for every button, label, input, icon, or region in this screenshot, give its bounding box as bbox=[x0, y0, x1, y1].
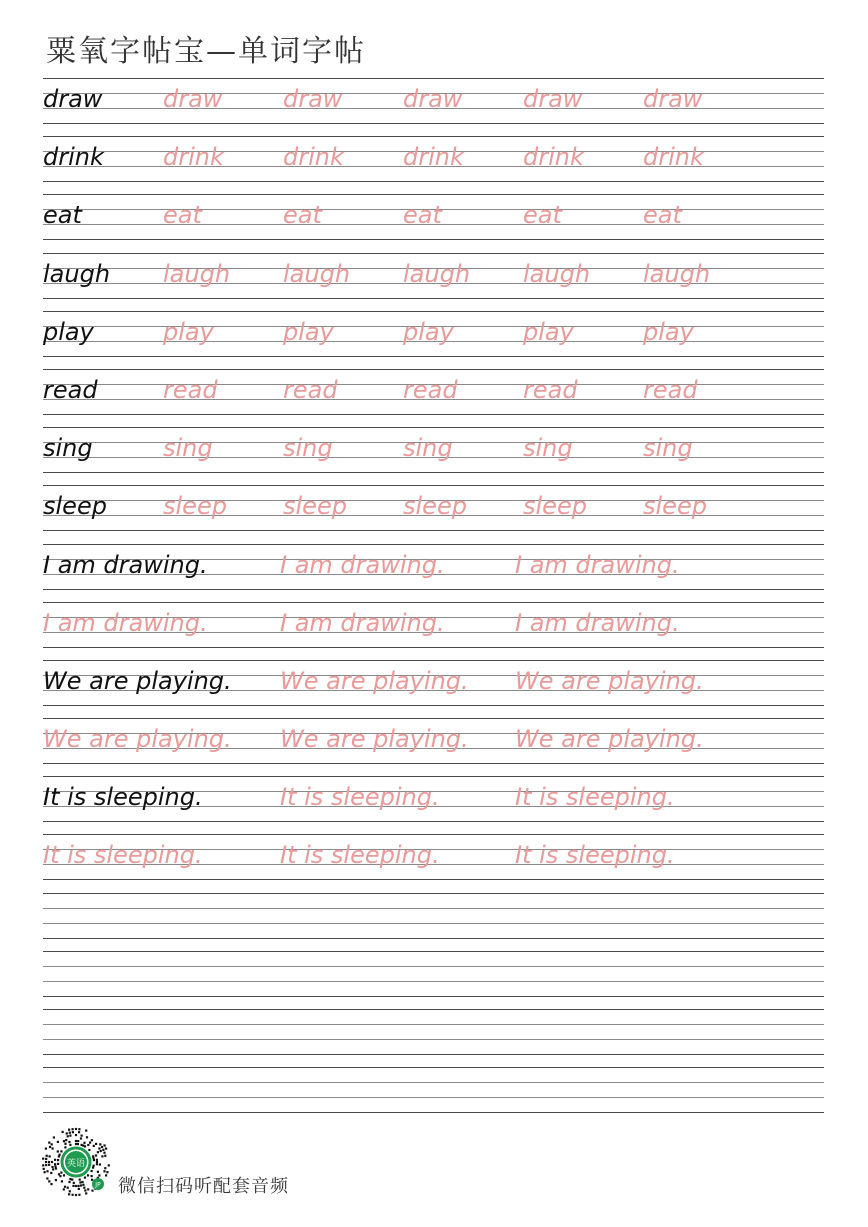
writing-sheet bbox=[43, 78, 824, 1125]
trace-word: I am drawing. bbox=[280, 608, 445, 637]
guide-line bbox=[43, 239, 824, 240]
writing-row bbox=[43, 776, 824, 834]
qr-corner-text: JP bbox=[95, 1181, 101, 1189]
guide-line bbox=[43, 78, 824, 79]
trace-word: laugh bbox=[403, 259, 471, 288]
trace-word: eat bbox=[643, 201, 682, 230]
model-word: eat bbox=[43, 201, 82, 230]
trace-word: play bbox=[163, 317, 214, 346]
qr-code-icon[interactable] bbox=[40, 1126, 112, 1198]
writing-row bbox=[43, 194, 824, 252]
guide-line bbox=[43, 311, 824, 312]
writing-row bbox=[43, 602, 824, 660]
trace-word: draw bbox=[643, 85, 703, 113]
trace-word: We are playing. bbox=[280, 666, 469, 695]
guide-line bbox=[43, 427, 824, 428]
guide-line bbox=[43, 763, 824, 764]
trace-word: draw bbox=[283, 85, 343, 113]
model-word: sing bbox=[43, 434, 93, 463]
trace-word: laugh bbox=[523, 259, 591, 288]
writing-row bbox=[43, 660, 824, 718]
trace-word: drink bbox=[643, 143, 704, 172]
writing-row bbox=[43, 311, 824, 369]
trace-word: sleep bbox=[523, 492, 587, 521]
trace-word: eat bbox=[403, 201, 442, 230]
trace-word: drink bbox=[403, 143, 464, 172]
trace-word: drink bbox=[283, 143, 344, 172]
trace-word: It is sleeping. bbox=[280, 783, 440, 812]
page-title: 粟氧字帖宝—单词字帖 bbox=[46, 34, 366, 69]
trace-word: eat bbox=[163, 201, 202, 230]
trace-word: sleep bbox=[283, 492, 347, 521]
trace-word: sing bbox=[643, 434, 693, 463]
guide-line bbox=[43, 879, 824, 880]
guide-line bbox=[43, 647, 824, 648]
guide-line bbox=[43, 194, 824, 195]
guide-line bbox=[43, 966, 824, 967]
trace-word: read bbox=[403, 375, 458, 404]
writing-row bbox=[43, 951, 824, 1009]
guide-line bbox=[43, 1039, 824, 1040]
model-word: We are playing. bbox=[43, 666, 232, 695]
guide-line bbox=[43, 834, 824, 835]
audio-note: 微信扫码听配套音频 bbox=[118, 1176, 289, 1197]
trace-word: read bbox=[163, 375, 218, 404]
guide-line bbox=[43, 1112, 824, 1113]
trace-word: I am drawing. bbox=[515, 608, 680, 637]
trace-word: eat bbox=[283, 201, 322, 230]
guide-line bbox=[43, 589, 824, 590]
trace-word: laugh bbox=[643, 259, 711, 288]
trace-word: read bbox=[643, 375, 698, 404]
model-word: drink bbox=[43, 143, 104, 172]
model-word: draw bbox=[43, 85, 103, 113]
writing-row bbox=[43, 78, 824, 136]
writing-row bbox=[43, 1067, 824, 1125]
trace-word: draw bbox=[163, 85, 223, 113]
trace-word: I am drawing. bbox=[280, 550, 445, 579]
guide-line bbox=[43, 123, 824, 124]
model-word: sleep bbox=[43, 492, 107, 521]
trace-word: I am drawing. bbox=[43, 608, 208, 637]
trace-word: sing bbox=[163, 434, 213, 463]
trace-word: sleep bbox=[643, 492, 707, 521]
guide-line bbox=[43, 1024, 824, 1025]
guide-line bbox=[43, 298, 824, 299]
trace-word: We are playing. bbox=[515, 666, 704, 695]
trace-word: read bbox=[523, 375, 578, 404]
guide-line bbox=[43, 414, 824, 415]
qr-badge-text: 英语 bbox=[66, 1159, 86, 1169]
guide-line bbox=[43, 893, 824, 894]
model-word: I am drawing. bbox=[43, 550, 208, 579]
guide-line bbox=[43, 356, 824, 357]
guide-line bbox=[43, 1067, 824, 1068]
writing-row bbox=[43, 369, 824, 427]
writing-row bbox=[43, 1009, 824, 1067]
guide-line bbox=[43, 1009, 824, 1010]
trace-word: laugh bbox=[283, 259, 351, 288]
model-word: It is sleeping. bbox=[43, 783, 203, 812]
trace-word: play bbox=[283, 317, 334, 346]
writing-row bbox=[43, 893, 824, 951]
trace-word: draw bbox=[403, 85, 463, 113]
guide-line bbox=[43, 1054, 824, 1055]
guide-line bbox=[43, 369, 824, 370]
guide-line bbox=[43, 996, 824, 997]
guide-line bbox=[43, 776, 824, 777]
trace-word: We are playing. bbox=[280, 725, 469, 754]
guide-line bbox=[43, 181, 824, 182]
guide-line bbox=[43, 472, 824, 473]
guide-line bbox=[43, 544, 824, 545]
trace-word: We are playing. bbox=[43, 725, 232, 754]
trace-word: eat bbox=[523, 201, 562, 230]
trace-word: sing bbox=[283, 434, 333, 463]
guide-line bbox=[43, 923, 824, 924]
trace-word: sing bbox=[403, 434, 453, 463]
writing-row bbox=[43, 427, 824, 485]
trace-word: sleep bbox=[403, 492, 467, 521]
guide-line bbox=[43, 660, 824, 661]
guide-line bbox=[43, 1097, 824, 1098]
guide-line bbox=[43, 908, 824, 909]
guide-line bbox=[43, 705, 824, 706]
trace-word: laugh bbox=[163, 259, 231, 288]
writing-row bbox=[43, 544, 824, 602]
model-word: laugh bbox=[43, 259, 111, 288]
trace-word: read bbox=[283, 375, 338, 404]
guide-line bbox=[43, 938, 824, 939]
trace-word: sing bbox=[523, 434, 573, 463]
guide-line bbox=[43, 485, 824, 486]
trace-word: drink bbox=[523, 143, 584, 172]
guide-line bbox=[43, 602, 824, 603]
trace-word: play bbox=[643, 317, 694, 346]
guide-line bbox=[43, 530, 824, 531]
writing-row bbox=[43, 834, 824, 892]
trace-word: sleep bbox=[163, 492, 227, 521]
trace-word: play bbox=[403, 317, 454, 346]
guide-line bbox=[43, 1082, 824, 1083]
guide-line bbox=[43, 253, 824, 254]
guide-line bbox=[43, 981, 824, 982]
writing-row bbox=[43, 485, 824, 543]
model-word: play bbox=[43, 317, 94, 346]
trace-word: It is sleeping. bbox=[515, 783, 675, 812]
trace-word: It is sleeping. bbox=[515, 841, 675, 870]
guide-line bbox=[43, 821, 824, 822]
trace-word: play bbox=[523, 317, 574, 346]
trace-word: It is sleeping. bbox=[280, 841, 440, 870]
writing-row bbox=[43, 136, 824, 194]
trace-word: It is sleeping. bbox=[43, 841, 203, 870]
guide-line bbox=[43, 136, 824, 137]
trace-word: We are playing. bbox=[515, 725, 704, 754]
trace-word: I am drawing. bbox=[515, 550, 680, 579]
trace-word: drink bbox=[163, 143, 224, 172]
guide-line bbox=[43, 951, 824, 952]
writing-row bbox=[43, 253, 824, 311]
trace-word: draw bbox=[523, 85, 583, 113]
model-word: read bbox=[43, 375, 98, 404]
footer bbox=[40, 1126, 440, 1198]
guide-line bbox=[43, 718, 824, 719]
writing-row bbox=[43, 718, 824, 776]
